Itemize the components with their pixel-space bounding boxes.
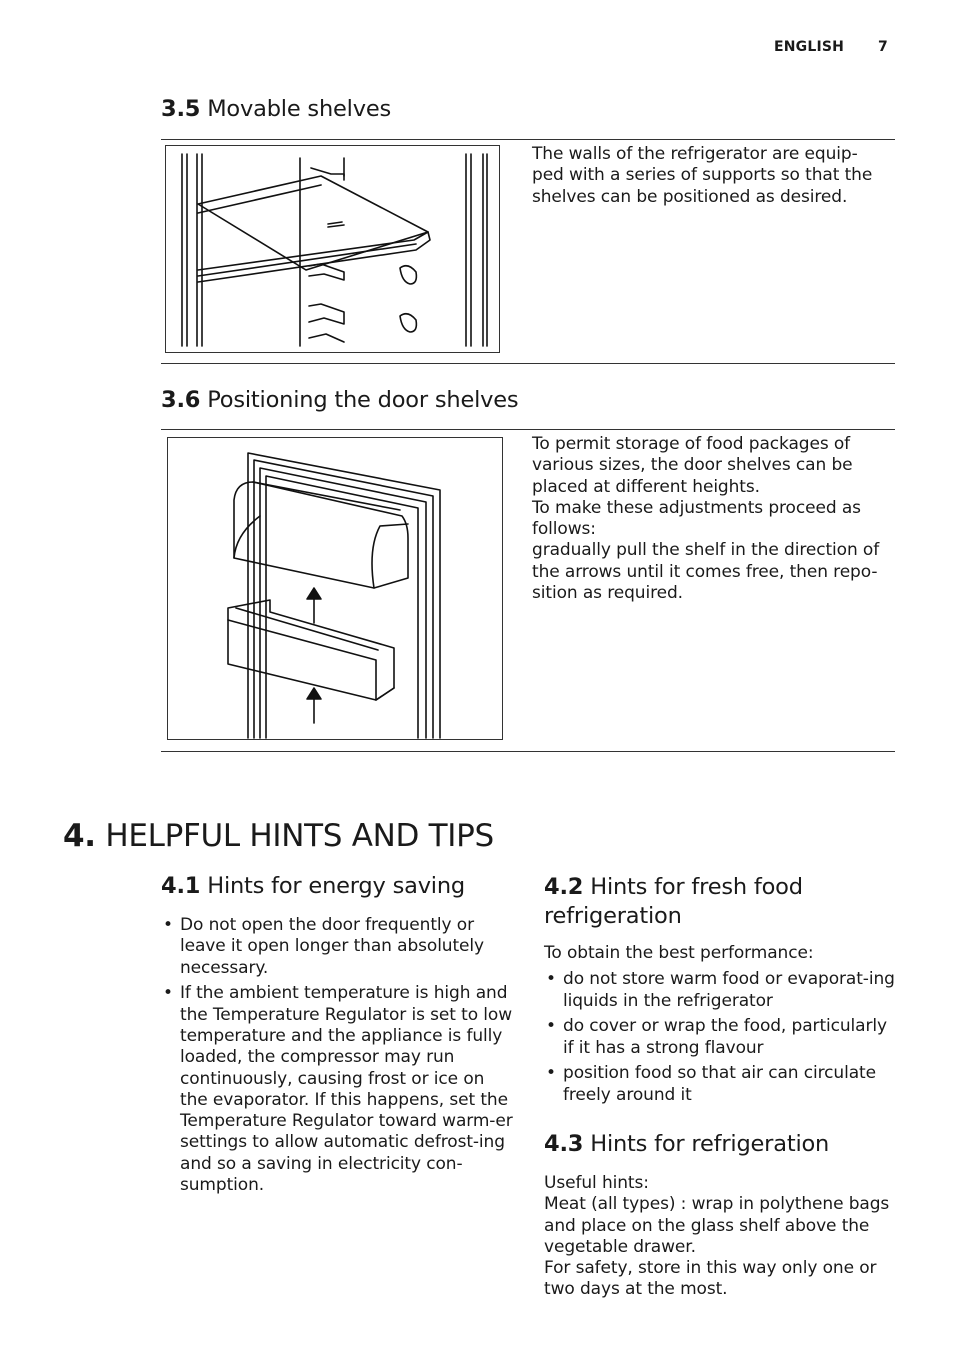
page-number: 7	[878, 39, 888, 55]
fresh-food-text	[544, 943, 896, 1111]
section-3-6-heading	[161, 387, 518, 413]
fresh-food-list	[544, 969, 896, 1106]
section-4-1-heading	[161, 873, 465, 899]
section-number: 4.1	[161, 873, 201, 899]
section-number: 4.3	[544, 1131, 584, 1157]
section-number: 3.6	[161, 387, 201, 413]
section-divider	[161, 429, 895, 430]
list-item: • If the ambient temperature is high and the Temperature Regulator is set to low temperature and the appliance is fully loaded, the compressor may run continuously, causing frost or ice on the evaporator. If this happens, set the Temperature Regulator toward warm-er settings to allow automatic defrost-ing and so a saving in electricity con-sumption.	[161, 983, 515, 1196]
section-title: Hints for energy saving	[207, 873, 466, 899]
door-shelves-text	[532, 434, 892, 604]
refrigeration-text	[544, 1173, 896, 1301]
paragraph: Useful hints:	[544, 1173, 649, 1193]
paragraph: For safety, store in this way only one or two days at the most.	[544, 1258, 877, 1300]
chapter-title: HELPFUL HINTS AND TIPS	[105, 818, 494, 854]
paragraph: To obtain the best performance:	[544, 943, 814, 963]
section-title: Movable shelves	[207, 96, 391, 122]
paragraph: gradually pull the shelf in the direction of the arrows until it comes free, then repo-sition as required.	[532, 540, 880, 604]
paragraph: Meat (all types) : wrap in polythene bags and place on the glass shelf above the vegetable drawer.	[544, 1194, 890, 1257]
chapter-number: 4.	[63, 818, 96, 854]
list-item: • position food so that air can circulate freely around it	[544, 1063, 896, 1106]
section-title: Hints for refrigeration	[590, 1131, 830, 1157]
header-language: ENGLISH	[774, 39, 845, 55]
section-title: Positioning the door shelves	[207, 387, 519, 413]
list-item: • do cover or wrap the food, particularly if it has a strong flavour	[544, 1016, 896, 1059]
movable-shelves-illustration	[165, 145, 500, 353]
paragraph: To make these adjustments proceed as follows:	[532, 497, 861, 540]
paragraph: To permit storage of food packages of various sizes, the door shelves can be placed at different heights.	[532, 434, 853, 497]
chapter-heading	[63, 818, 494, 854]
section-title: Hints for fresh food refrigeration	[544, 874, 803, 929]
energy-saving-list-wrap	[161, 915, 515, 1201]
section-3-5-heading	[161, 96, 391, 122]
section-4-3-heading	[544, 1131, 829, 1157]
section-divider	[161, 139, 895, 140]
energy-saving-list	[161, 915, 515, 1196]
section-4-2-heading	[544, 873, 884, 931]
section-number: 4.2	[544, 874, 584, 900]
section-divider	[161, 751, 895, 752]
door-shelves-illustration	[167, 437, 503, 740]
movable-shelves-text: The walls of the refrigerator are equip-ped with a series of supports so that the shelves can be positioned as desired.	[532, 144, 873, 207]
list-item: • Do not open the door frequently or leave it open longer than absolutely necessary.	[161, 915, 515, 979]
list-item: • do not store warm food or evaporat-ing liquids in the refrigerator	[544, 969, 896, 1012]
section-divider	[161, 363, 895, 364]
section-number: 3.5	[161, 96, 201, 122]
